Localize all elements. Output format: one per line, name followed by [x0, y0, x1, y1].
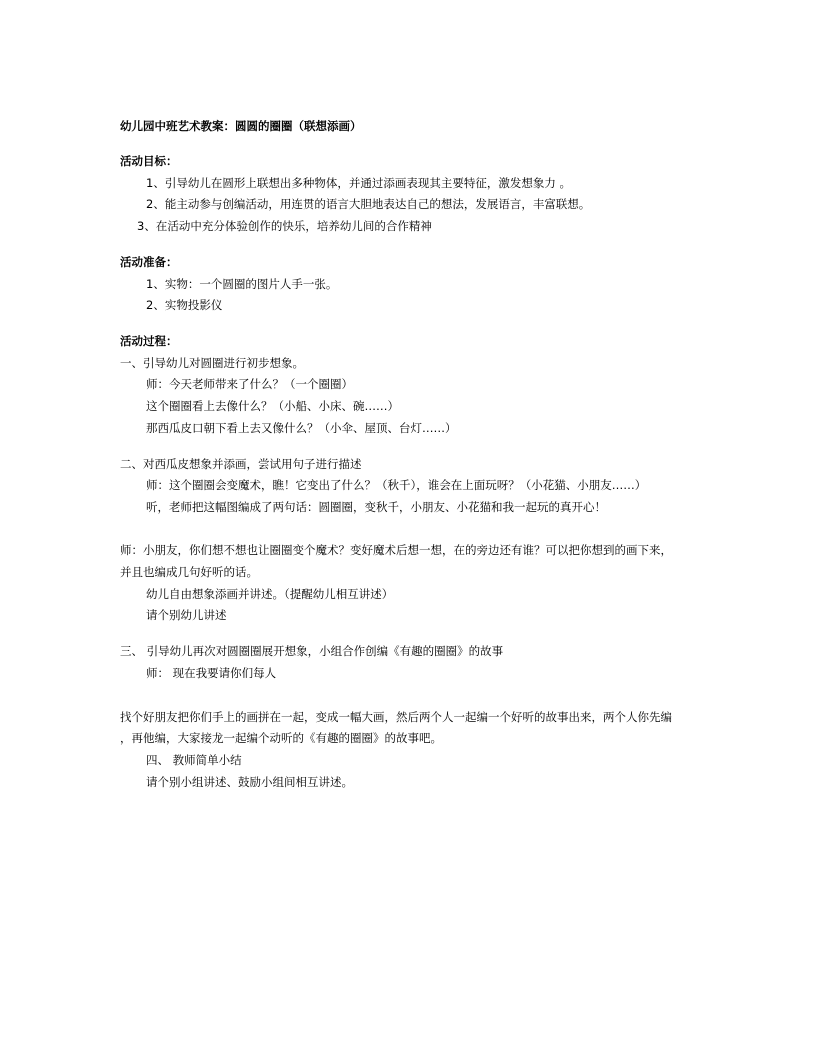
step-1-line: 师：今天老师带来了什么？（一个圈圈）: [146, 377, 353, 391]
paragraph-line: ，再他编，大家接龙一起编个动听的《有趣的圈圈》的故事吧。: [120, 731, 442, 745]
prep-heading: 活动准备：: [120, 255, 178, 269]
goal-item-3: 3、在活动中充分体验创作的快乐，培养幼儿间的合作精神: [137, 219, 432, 233]
paragraph-line: 找个好朋友把你们手上的画拼在一起，变成一幅大画，然后两个人一起编一个好听的故事出来，两个人你先编: [120, 710, 672, 724]
process-heading: 活动过程：: [120, 334, 178, 348]
step-2-line: 师：这个圈圈会变魔术，瞧！它变出了什么？（秋千），谁会在上面玩呀？（小花猫、小朋友……）: [146, 478, 647, 492]
step-4-title: 四、 教师简单小结: [146, 753, 242, 767]
prep-item-2: 2、实物投影仪: [146, 298, 223, 312]
step-2-title: 二、对西瓜皮想象并添画，尝试用句子进行描述: [120, 457, 362, 471]
paragraph-sub-line: 幼儿自由想象添画并讲述。（提醒幼儿相互讲述）: [146, 587, 394, 601]
step-2-line: 听，老师把这幅图编成了两句话：圆圈圈，变秋千，小朋友、小花猫和我一起玩的真开心！: [146, 500, 606, 514]
step-3-title: 三、 引导幼儿再次对圆圈圈展开想象，小组合作创编《有趣的圈圈》的故事: [120, 644, 504, 658]
paragraph-sub-line: 请个别幼儿讲述: [146, 608, 227, 622]
step-3-line: 师： 现在我要请你们每人: [146, 666, 277, 680]
paragraph-line: 并且也编成几句好听的话。: [120, 565, 258, 579]
step-1-title: 一、引导幼儿对圆圈进行初步想象。: [120, 356, 304, 370]
prep-item-1: 1、实物：一个圆圈的图片人手一张。: [146, 277, 338, 291]
goal-item-1: 1、引导幼儿在圆形上联想出多种物体，并通过添画表现其主要特征，激发想象力 。: [146, 176, 571, 190]
goal-item-2: 2、能主动参与创编活动，用连贯的语言大胆地表达自己的想法，发展语言，丰富联想。: [146, 197, 591, 211]
step-1-line: 这个圈圈看上去像什么？（小船、小床、碗……）: [146, 399, 399, 413]
step-4-line: 请个别小组讲述、鼓励小组间相互讲述。: [146, 775, 353, 789]
step-1-line: 那西瓜皮口朝下看上去又像什么？（小伞、屋顶、台灯……）: [146, 421, 457, 435]
paragraph-line: 师：小朋友，你们想不想也让圈圈变个魔术？变好魔术后想一想，在的旁边还有谁？可以把你想到的画下来，: [120, 543, 672, 557]
document-title: 幼儿园中班艺术教案：圆圆的圈圈（联想添画）: [120, 119, 362, 133]
goals-heading: 活动目标：: [120, 154, 178, 168]
